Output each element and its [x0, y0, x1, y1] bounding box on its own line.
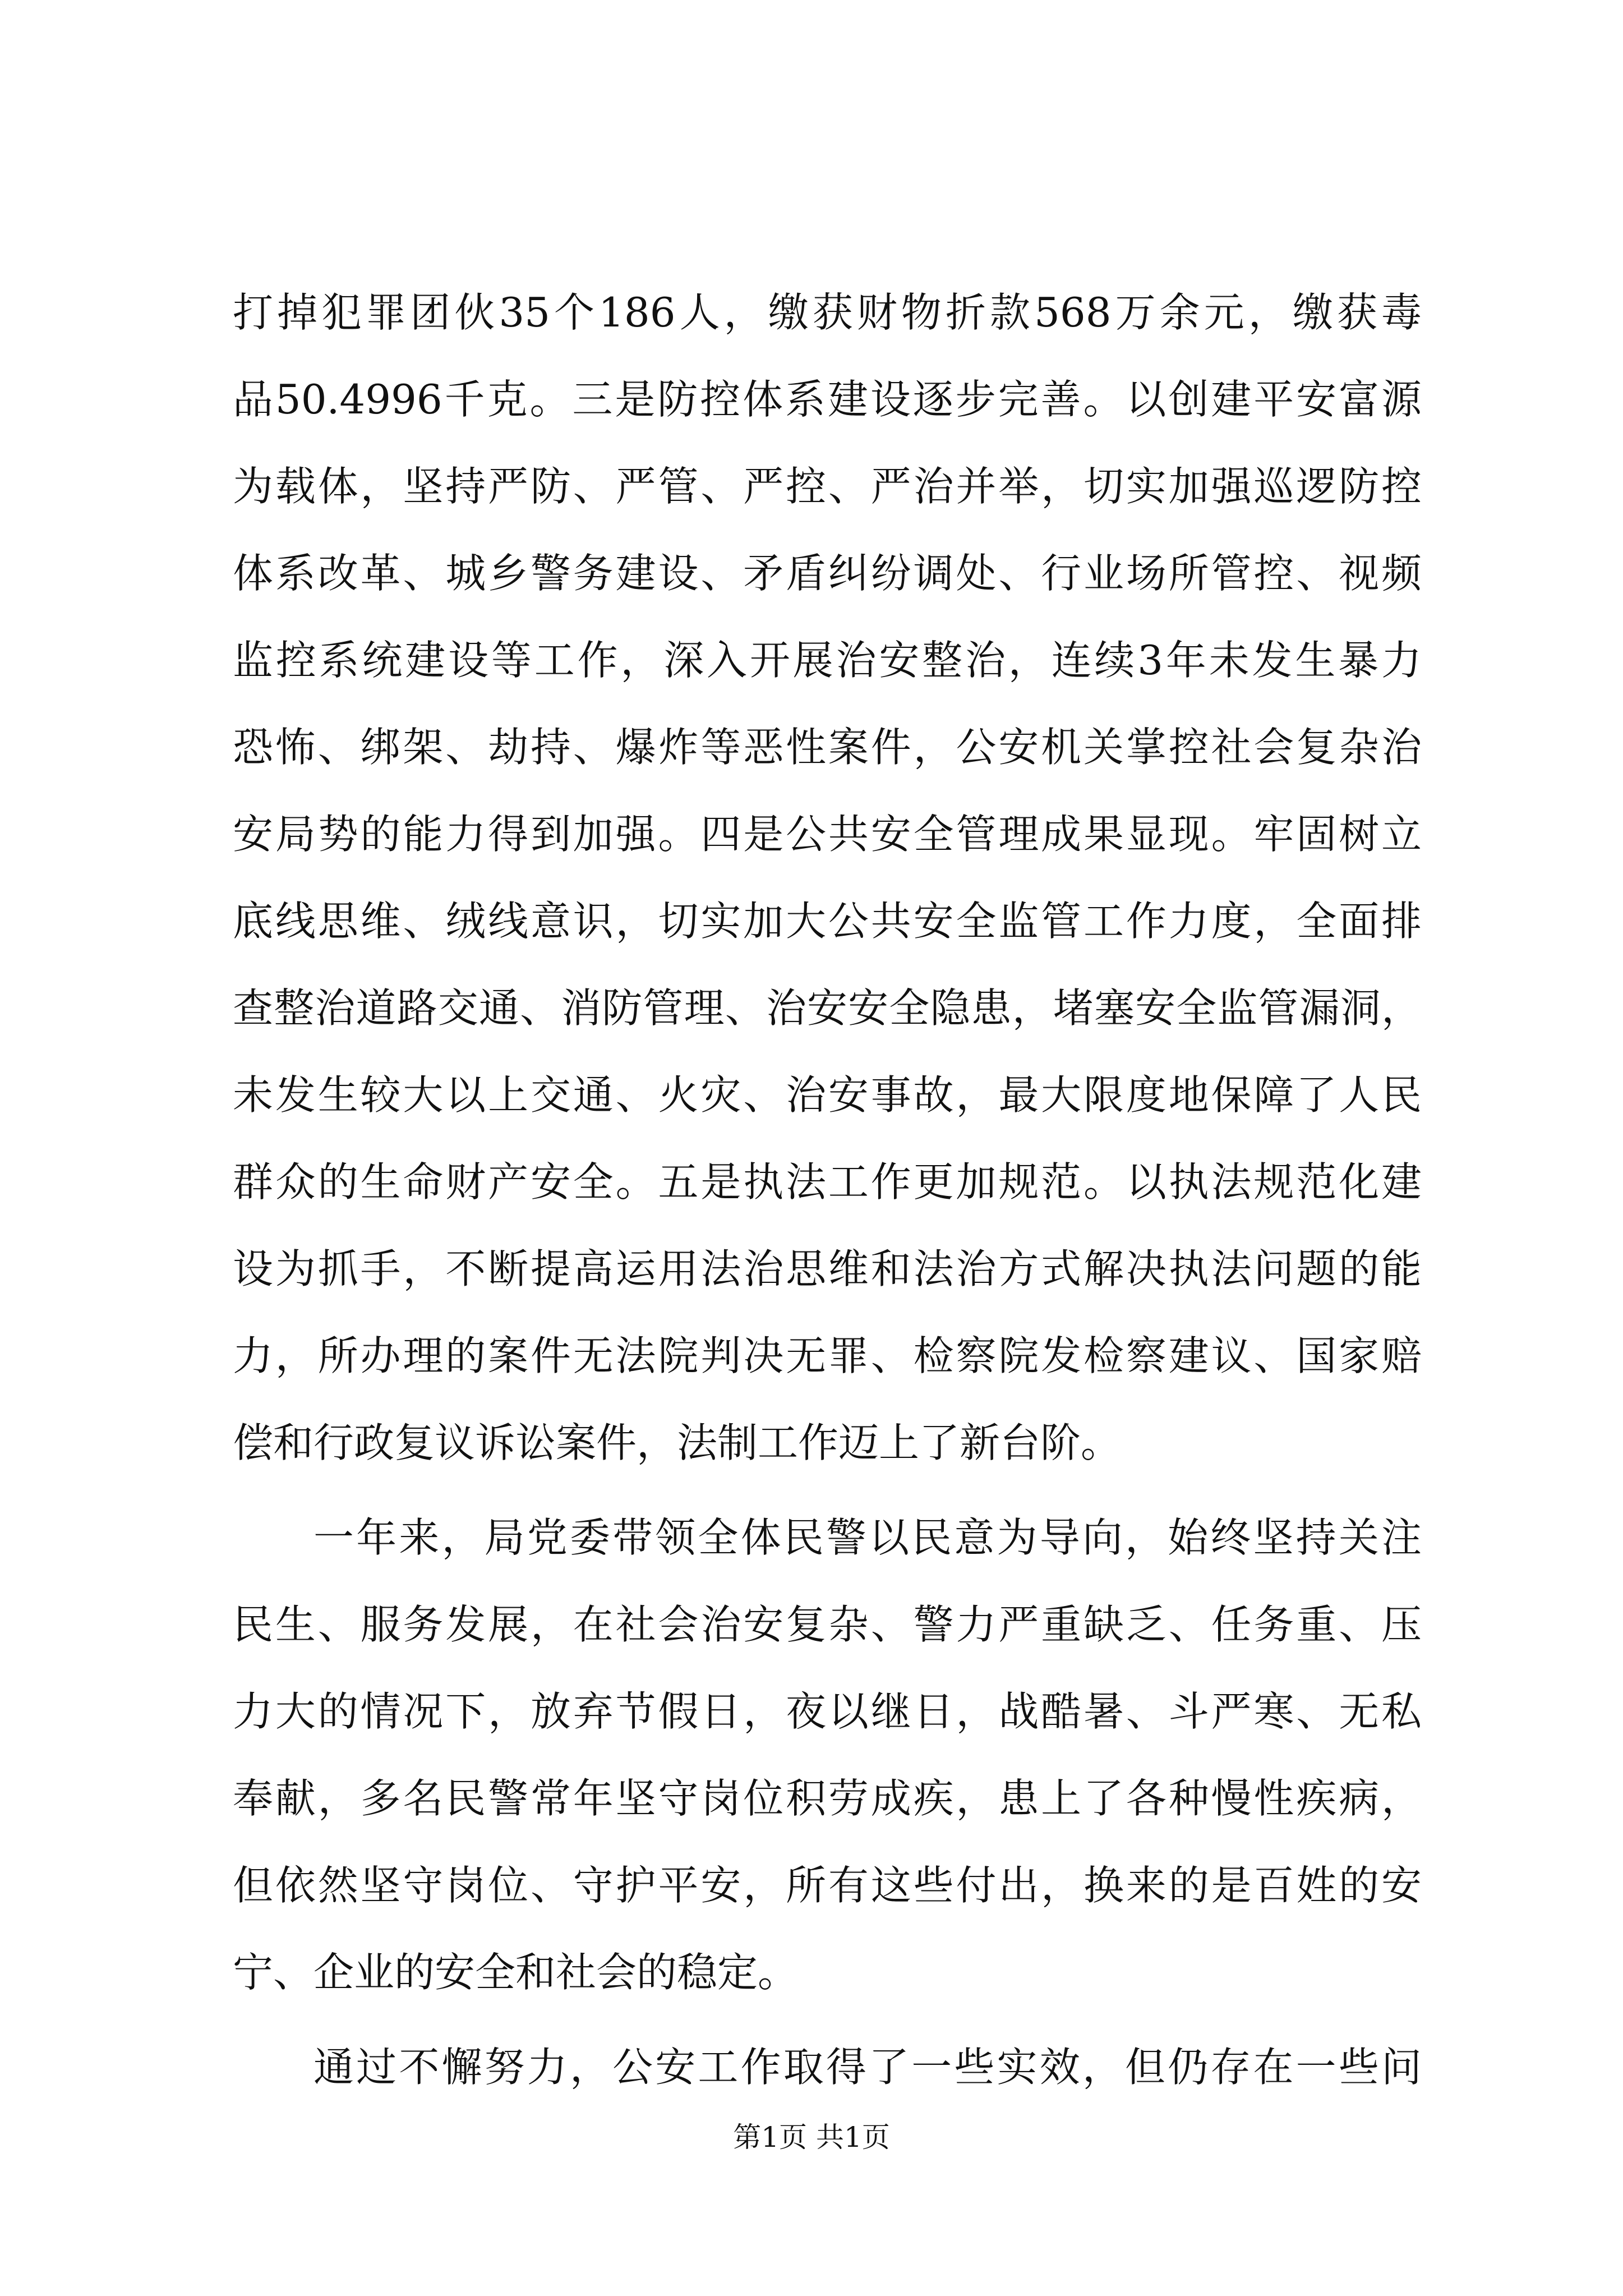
text-line: 监控系统建设等工作，深入开展治安整治，连续3年未发生暴力	[233, 637, 1422, 684]
text-line: 力大的情况下，放弃节假日，夜以继日，战酷暑、斗严寒、无私	[233, 1688, 1422, 1735]
text-line: 偿和行政复议诉讼案件，法制工作迈上了新台阶。	[233, 1419, 1122, 1466]
text-line: 体系改革、城乡警务建设、矛盾纠纷调处、行业场所管控、视频	[233, 550, 1422, 597]
text-line: 未发生较大以上交通、火灾、治安事故，最大限度地保障了人民	[233, 1071, 1422, 1119]
text-line: 打掉犯罪团伙35个186人，缴获财物折款568万余元，缴获毒	[233, 289, 1422, 336]
text-line: 通过不懈努力，公安工作取得了一些实效，但仍存在一些问	[313, 2044, 1422, 2091]
text-line: 安局势的能力得到加强。四是公共安全管理成果显现。牢固树立	[233, 811, 1422, 858]
text-line: 宁、企业的安全和社会的稳定。	[233, 1949, 799, 1996]
text-line: 一年来，局党委带领全体民警以民意为导向，始终坚持关注	[313, 1514, 1422, 1561]
text-line: 设为抓手，不断提高运用法治思维和法治方式解决执法问题的能	[233, 1245, 1422, 1292]
page-number: 第1页 共1页	[733, 2121, 890, 2154]
text-line: 民生、服务发展，在社会治安复杂、警力严重缺乏、任务重、压	[233, 1601, 1422, 1648]
page-footer	[0, 2118, 1623, 2157]
text-line: 群众的生命财产安全。五是执法工作更加规范。以执法规范化建	[233, 1158, 1422, 1205]
text-line: 恐怖、绑架、劫持、爆炸等恶性案件，公安机关掌控社会复杂治	[233, 724, 1422, 771]
text-line: 底线思维、绒线意识，切实加大公共安全监管工作力度，全面排	[233, 898, 1422, 945]
text-line: 但依然坚守岗位、守护平安，所有这些付出，换来的是百姓的安	[233, 1862, 1422, 1909]
text-line: 查整治道路交通、消防管理、治安安全隐患，堵塞安全监管漏洞，	[233, 984, 1422, 1032]
text-line: 力，所办理的案件无法院判决无罪、检察院发检察建议、国家赔	[233, 1332, 1422, 1379]
text-line: 奉献，多名民警常年坚守岗位积劳成疾，患上了各种慢性疾病，	[233, 1775, 1422, 1822]
body-text	[233, 269, 1422, 2111]
text-line: 品50.4996千克。三是防控体系建设逐步完善。以创建平安富源	[233, 376, 1422, 423]
text-line: 为载体，坚持严防、严管、严控、严治并举，切实加强巡逻防控	[233, 463, 1422, 510]
